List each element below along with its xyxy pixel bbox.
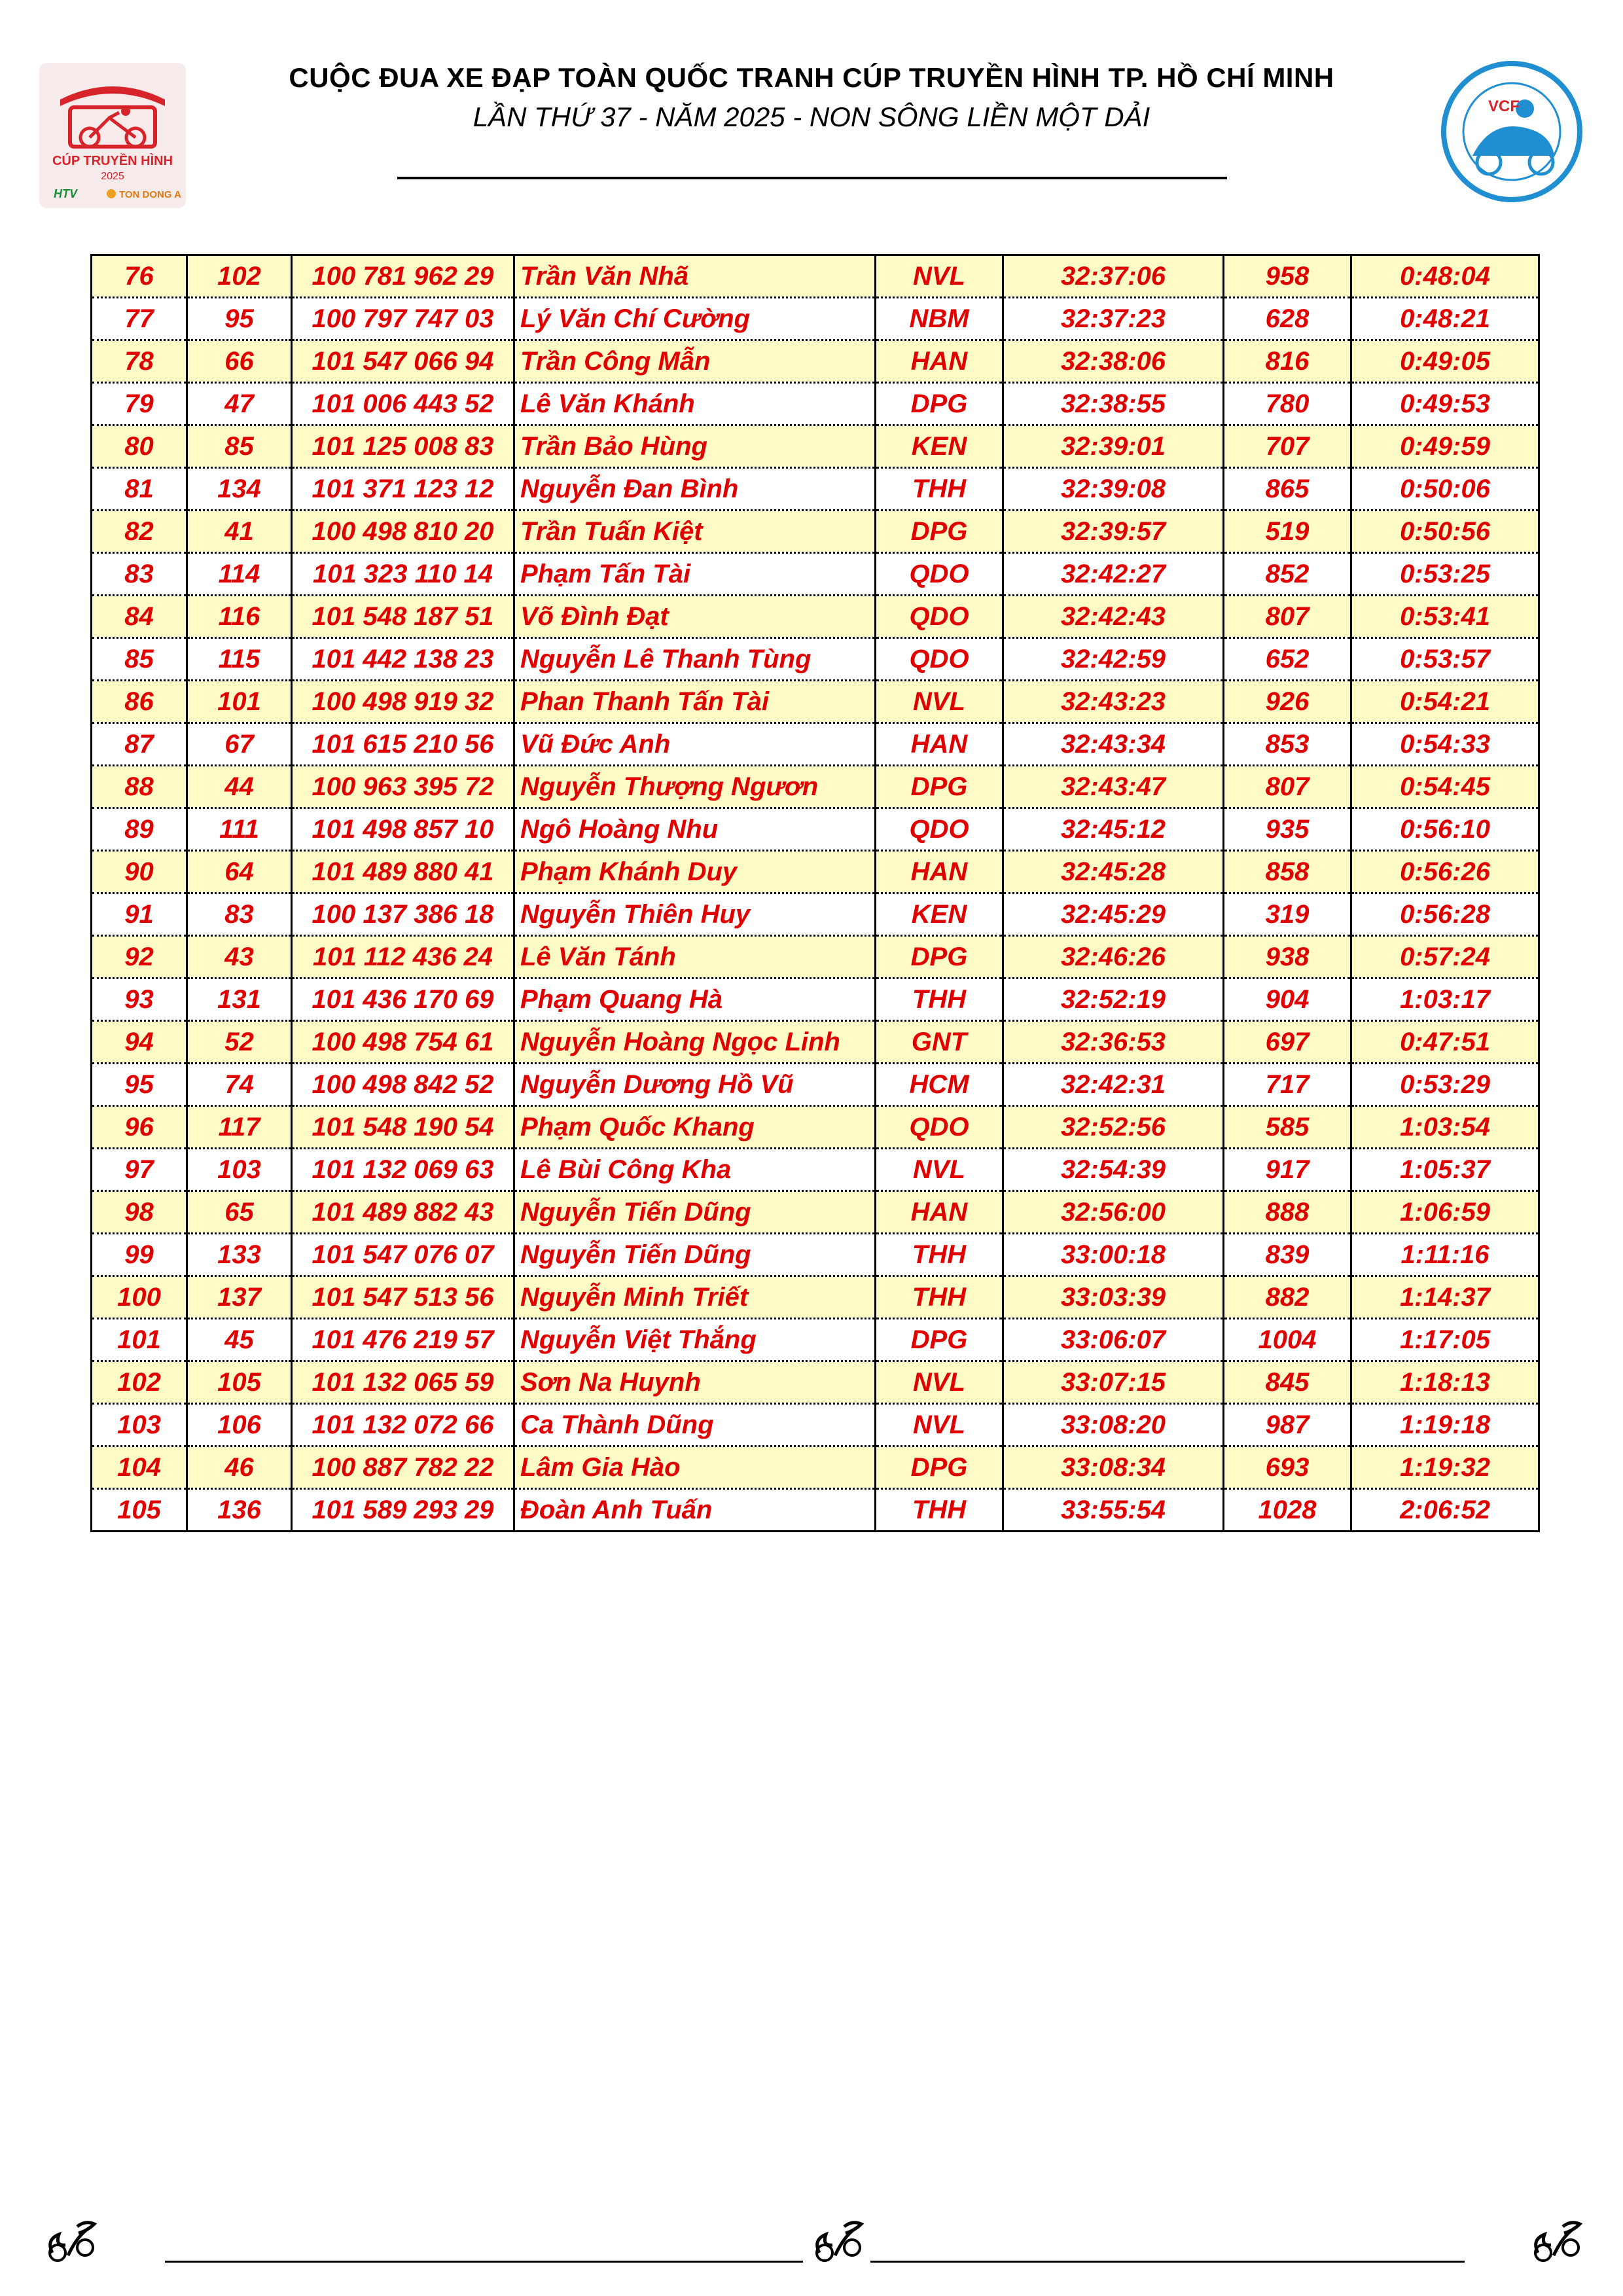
rider-name-cell: Phan Thanh Tấn Tài xyxy=(514,681,876,723)
bib-cell: 102 xyxy=(187,255,292,298)
gap-cell: 0:49:59 xyxy=(1351,425,1539,468)
bib-cell: 115 xyxy=(187,638,292,681)
points-cell: 938 xyxy=(1224,936,1351,978)
points-cell: 904 xyxy=(1224,978,1351,1021)
rank-cell: 93 xyxy=(92,978,187,1021)
rider-name-cell: Sơn Na Huynh xyxy=(514,1361,876,1404)
time-cell: 32:52:56 xyxy=(1003,1106,1224,1149)
team-cell: DPG xyxy=(876,766,1003,808)
table-row xyxy=(92,936,1539,978)
team-cell: HAN xyxy=(876,1191,1003,1234)
points-cell: 958 xyxy=(1224,255,1351,298)
team-cell: QDO xyxy=(876,596,1003,638)
time-cell: 32:42:27 xyxy=(1003,553,1224,596)
points-cell: 693 xyxy=(1224,1446,1351,1489)
table-row xyxy=(92,893,1539,936)
gap-cell: 0:54:45 xyxy=(1351,766,1539,808)
uci-id-cell: 101 547 513 56 xyxy=(292,1276,514,1319)
team-cell: HAN xyxy=(876,340,1003,383)
points-cell: 1004 xyxy=(1224,1319,1351,1361)
team-cell: GNT xyxy=(876,1021,1003,1064)
rank-cell: 103 xyxy=(92,1404,187,1446)
table-row xyxy=(92,511,1539,553)
team-cell: THH xyxy=(876,1276,1003,1319)
team-cell: DPG xyxy=(876,936,1003,978)
uci-id-cell: 101 615 210 56 xyxy=(292,723,514,766)
table-row xyxy=(92,808,1539,851)
rider-name-cell: Đoàn Anh Tuấn xyxy=(514,1489,876,1532)
rank-cell: 84 xyxy=(92,596,187,638)
uci-id-cell: 100 498 810 20 xyxy=(292,511,514,553)
bib-cell: 114 xyxy=(187,553,292,596)
bib-cell: 65 xyxy=(187,1191,292,1234)
rider-name-cell: Lý Văn Chí Cường xyxy=(514,298,876,340)
cyclist-icon xyxy=(1525,2207,1588,2270)
gap-cell: 0:49:05 xyxy=(1351,340,1539,383)
uci-id-cell: 101 323 110 14 xyxy=(292,553,514,596)
points-cell: 780 xyxy=(1224,383,1351,425)
bib-cell: 67 xyxy=(187,723,292,766)
points-cell: 852 xyxy=(1224,553,1351,596)
table-row xyxy=(92,1319,1539,1361)
time-cell: 32:39:08 xyxy=(1003,468,1224,511)
rank-cell: 96 xyxy=(92,1106,187,1149)
rank-cell: 98 xyxy=(92,1191,187,1234)
rider-name-cell: Nguyễn Thượng Ngươn xyxy=(514,766,876,808)
time-cell: 32:56:00 xyxy=(1003,1191,1224,1234)
rank-cell: 79 xyxy=(92,383,187,425)
bib-cell: 101 xyxy=(187,681,292,723)
team-cell: DPG xyxy=(876,1446,1003,1489)
table-row xyxy=(92,1191,1539,1234)
team-cell: NBM xyxy=(876,298,1003,340)
table-row xyxy=(92,1064,1539,1106)
rank-cell: 105 xyxy=(92,1489,187,1532)
team-cell: QDO xyxy=(876,638,1003,681)
gap-cell: 0:56:26 xyxy=(1351,851,1539,893)
points-cell: 853 xyxy=(1224,723,1351,766)
team-cell: THH xyxy=(876,468,1003,511)
gap-cell: 1:03:17 xyxy=(1351,978,1539,1021)
points-cell: 987 xyxy=(1224,1404,1351,1446)
table-row xyxy=(92,425,1539,468)
gap-cell: 0:57:24 xyxy=(1351,936,1539,978)
table-row xyxy=(92,1021,1539,1064)
points-cell: 865 xyxy=(1224,468,1351,511)
points-cell: 697 xyxy=(1224,1021,1351,1064)
rank-cell: 102 xyxy=(92,1361,187,1404)
gap-cell: 1:11:16 xyxy=(1351,1234,1539,1276)
rider-name-cell: Trần Tuấn Kiệt xyxy=(514,511,876,553)
gap-cell: 1:06:59 xyxy=(1351,1191,1539,1234)
time-cell: 32:54:39 xyxy=(1003,1149,1224,1191)
points-cell: 652 xyxy=(1224,638,1351,681)
rider-name-cell: Nguyễn Tiến Dũng xyxy=(514,1234,876,1276)
table-row xyxy=(92,1149,1539,1191)
points-cell: 882 xyxy=(1224,1276,1351,1319)
rider-name-cell: Nguyễn Dương Hồ Vũ xyxy=(514,1064,876,1106)
time-cell: 32:38:06 xyxy=(1003,340,1224,383)
team-cell: QDO xyxy=(876,808,1003,851)
uci-id-cell: 101 489 882 43 xyxy=(292,1191,514,1234)
page-title: CUỘC ĐUA XE ĐẠP TOÀN QUỐC TRANH CÚP TRUYỀN HÌNH TP. HỒ CHÍ MINH xyxy=(289,62,1334,93)
time-cell: 33:55:54 xyxy=(1003,1489,1224,1532)
rider-name-cell: Phạm Quang Hà xyxy=(514,978,876,1021)
uci-id-cell: 100 498 842 52 xyxy=(292,1064,514,1106)
table-row xyxy=(92,681,1539,723)
results-table xyxy=(90,254,1540,1532)
time-cell: 33:07:15 xyxy=(1003,1361,1224,1404)
team-cell: QDO xyxy=(876,553,1003,596)
uci-id-cell: 100 887 782 22 xyxy=(292,1446,514,1489)
time-cell: 32:42:43 xyxy=(1003,596,1224,638)
table-row xyxy=(92,596,1539,638)
points-cell: 807 xyxy=(1224,766,1351,808)
uci-id-cell: 100 781 962 29 xyxy=(292,255,514,298)
table-row xyxy=(92,553,1539,596)
points-cell: 707 xyxy=(1224,425,1351,468)
rank-cell: 77 xyxy=(92,298,187,340)
time-cell: 32:37:23 xyxy=(1003,298,1224,340)
rank-cell: 101 xyxy=(92,1319,187,1361)
team-cell: NVL xyxy=(876,1404,1003,1446)
rider-name-cell: Nguyễn Việt Thắng xyxy=(514,1319,876,1361)
rider-name-cell: Lâm Gia Hào xyxy=(514,1446,876,1489)
rider-name-cell: Lê Văn Tánh xyxy=(514,936,876,978)
gap-cell: 0:54:21 xyxy=(1351,681,1539,723)
uci-id-cell: 101 476 219 57 xyxy=(292,1319,514,1361)
rank-cell: 91 xyxy=(92,893,187,936)
uci-id-cell: 101 442 138 23 xyxy=(292,638,514,681)
rank-cell: 97 xyxy=(92,1149,187,1191)
bib-cell: 116 xyxy=(187,596,292,638)
team-cell: THH xyxy=(876,1234,1003,1276)
bib-cell: 44 xyxy=(187,766,292,808)
time-cell: 32:42:59 xyxy=(1003,638,1224,681)
rank-cell: 80 xyxy=(92,425,187,468)
rider-name-cell: Lê Bùi Công Kha xyxy=(514,1149,876,1191)
gap-cell: 1:18:13 xyxy=(1351,1361,1539,1404)
points-cell: 935 xyxy=(1224,808,1351,851)
bib-cell: 133 xyxy=(187,1234,292,1276)
rank-cell: 87 xyxy=(92,723,187,766)
rank-cell: 94 xyxy=(92,1021,187,1064)
rank-cell: 92 xyxy=(92,936,187,978)
gap-cell: 1:03:54 xyxy=(1351,1106,1539,1149)
gap-cell: 0:49:53 xyxy=(1351,383,1539,425)
team-cell: THH xyxy=(876,1489,1003,1532)
time-cell: 33:06:07 xyxy=(1003,1319,1224,1361)
logo-left-sponsor1: HTV xyxy=(54,187,77,200)
gap-cell: 0:50:06 xyxy=(1351,468,1539,511)
rank-cell: 76 xyxy=(92,255,187,298)
points-cell: 888 xyxy=(1224,1191,1351,1234)
rider-name-cell: Phạm Khánh Duy xyxy=(514,851,876,893)
uci-id-cell: 101 112 436 24 xyxy=(292,936,514,978)
rider-name-cell: Phạm Quốc Khang xyxy=(514,1106,876,1149)
uci-id-cell: 100 963 395 72 xyxy=(292,766,514,808)
table-row xyxy=(92,1404,1539,1446)
bib-cell: 64 xyxy=(187,851,292,893)
uci-id-cell: 100 498 919 32 xyxy=(292,681,514,723)
uci-id-cell: 101 436 170 69 xyxy=(292,978,514,1021)
cyclist-icon xyxy=(39,2207,102,2270)
points-cell: 845 xyxy=(1224,1361,1351,1404)
bib-cell: 136 xyxy=(187,1489,292,1532)
team-cell: DPG xyxy=(876,1319,1003,1361)
team-cell: NVL xyxy=(876,255,1003,298)
rider-name-cell: Vũ Đức Anh xyxy=(514,723,876,766)
team-cell: DPG xyxy=(876,511,1003,553)
table-row xyxy=(92,1106,1539,1149)
rank-cell: 90 xyxy=(92,851,187,893)
gap-cell: 0:47:51 xyxy=(1351,1021,1539,1064)
bib-cell: 106 xyxy=(187,1404,292,1446)
uci-id-cell: 101 125 008 83 xyxy=(292,425,514,468)
bib-cell: 137 xyxy=(187,1276,292,1319)
time-cell: 33:08:34 xyxy=(1003,1446,1224,1489)
table-row xyxy=(92,638,1539,681)
header-rule xyxy=(397,177,1227,179)
time-cell: 33:08:20 xyxy=(1003,1404,1224,1446)
rider-name-cell: Nguyễn Đan Bình xyxy=(514,468,876,511)
points-cell: 807 xyxy=(1224,596,1351,638)
logo-left-line1: CÚP TRUYỀN HÌNH xyxy=(52,154,173,168)
points-cell: 839 xyxy=(1224,1234,1351,1276)
bib-cell: 95 xyxy=(187,298,292,340)
time-cell: 33:00:18 xyxy=(1003,1234,1224,1276)
rank-cell: 82 xyxy=(92,511,187,553)
uci-id-cell: 101 547 066 94 xyxy=(292,340,514,383)
bib-cell: 117 xyxy=(187,1106,292,1149)
team-cell: QDO xyxy=(876,1106,1003,1149)
gap-cell: 1:14:37 xyxy=(1351,1276,1539,1319)
gap-cell: 1:05:37 xyxy=(1351,1149,1539,1191)
gap-cell: 0:54:33 xyxy=(1351,723,1539,766)
points-cell: 585 xyxy=(1224,1106,1351,1149)
uci-id-cell: 101 548 190 54 xyxy=(292,1106,514,1149)
vcf-acronym: VCF xyxy=(1488,98,1520,115)
time-cell: 32:43:23 xyxy=(1003,681,1224,723)
uci-id-cell: 100 797 747 03 xyxy=(292,298,514,340)
uci-id-cell: 101 589 293 29 xyxy=(292,1489,514,1532)
bib-cell: 46 xyxy=(187,1446,292,1489)
table-row xyxy=(92,468,1539,511)
gap-cell: 0:48:04 xyxy=(1351,255,1539,298)
table-row xyxy=(92,766,1539,808)
rider-name-cell: Nguyễn Tiến Dũng xyxy=(514,1191,876,1234)
bib-cell: 41 xyxy=(187,511,292,553)
time-cell: 32:45:12 xyxy=(1003,808,1224,851)
bib-cell: 131 xyxy=(187,978,292,1021)
uci-id-cell: 100 498 754 61 xyxy=(292,1021,514,1064)
table-row xyxy=(92,340,1539,383)
rider-name-cell: Nguyễn Lê Thanh Tùng xyxy=(514,638,876,681)
team-cell: NVL xyxy=(876,681,1003,723)
time-cell: 32:39:01 xyxy=(1003,425,1224,468)
time-cell: 32:52:19 xyxy=(1003,978,1224,1021)
rank-cell: 95 xyxy=(92,1064,187,1106)
table-row xyxy=(92,978,1539,1021)
time-cell: 32:43:34 xyxy=(1003,723,1224,766)
points-cell: 1028 xyxy=(1224,1489,1351,1532)
footer-rule-right xyxy=(870,2261,1465,2263)
gap-cell: 0:56:10 xyxy=(1351,808,1539,851)
team-cell: NVL xyxy=(876,1149,1003,1191)
gap-cell: 0:50:56 xyxy=(1351,511,1539,553)
results-body xyxy=(92,255,1539,1532)
bib-cell: 134 xyxy=(187,468,292,511)
team-cell: NVL xyxy=(876,1361,1003,1404)
rider-name-cell: Ca Thành Dũng xyxy=(514,1404,876,1446)
table-row xyxy=(92,383,1539,425)
gap-cell: 0:53:57 xyxy=(1351,638,1539,681)
bib-cell: 66 xyxy=(187,340,292,383)
bib-cell: 105 xyxy=(187,1361,292,1404)
uci-id-cell: 101 132 069 63 xyxy=(292,1149,514,1191)
uci-id-cell: 101 498 857 10 xyxy=(292,808,514,851)
team-cell: HAN xyxy=(876,851,1003,893)
gap-cell: 0:56:28 xyxy=(1351,893,1539,936)
table-row xyxy=(92,1361,1539,1404)
gap-cell: 1:17:05 xyxy=(1351,1319,1539,1361)
rank-cell: 100 xyxy=(92,1276,187,1319)
time-cell: 32:38:55 xyxy=(1003,383,1224,425)
time-cell: 32:43:47 xyxy=(1003,766,1224,808)
uci-id-cell: 101 371 123 12 xyxy=(292,468,514,511)
rider-name-cell: Ngô Hoàng Nhu xyxy=(514,808,876,851)
rider-name-cell: Trần Văn Nhã xyxy=(514,255,876,298)
rank-cell: 86 xyxy=(92,681,187,723)
bib-cell: 111 xyxy=(187,808,292,851)
points-cell: 926 xyxy=(1224,681,1351,723)
rank-cell: 78 xyxy=(92,340,187,383)
time-cell: 33:03:39 xyxy=(1003,1276,1224,1319)
time-cell: 32:37:06 xyxy=(1003,255,1224,298)
rank-cell: 104 xyxy=(92,1446,187,1489)
rank-cell: 81 xyxy=(92,468,187,511)
uci-id-cell: 101 489 880 41 xyxy=(292,851,514,893)
points-cell: 917 xyxy=(1224,1149,1351,1191)
bib-cell: 43 xyxy=(187,936,292,978)
table-row xyxy=(92,1446,1539,1489)
rank-cell: 99 xyxy=(92,1234,187,1276)
rider-name-cell: Phạm Tấn Tài xyxy=(514,553,876,596)
points-cell: 858 xyxy=(1224,851,1351,893)
points-cell: 628 xyxy=(1224,298,1351,340)
points-cell: 717 xyxy=(1224,1064,1351,1106)
rider-name-cell: Nguyễn Hoàng Ngọc Linh xyxy=(514,1021,876,1064)
points-cell: 816 xyxy=(1224,340,1351,383)
uci-id-cell: 101 132 072 66 xyxy=(292,1404,514,1446)
rank-cell: 88 xyxy=(92,766,187,808)
team-cell: KEN xyxy=(876,425,1003,468)
team-cell: DPG xyxy=(876,383,1003,425)
rider-name-cell: Võ Đình Đạt xyxy=(514,596,876,638)
team-cell: KEN xyxy=(876,893,1003,936)
uci-id-cell: 100 137 386 18 xyxy=(292,893,514,936)
gap-cell: 0:53:29 xyxy=(1351,1064,1539,1106)
team-cell: HAN xyxy=(876,723,1003,766)
rank-cell: 83 xyxy=(92,553,187,596)
bib-cell: 74 xyxy=(187,1064,292,1106)
rider-name-cell: Lê Văn Khánh xyxy=(514,383,876,425)
table-row xyxy=(92,723,1539,766)
table-row xyxy=(92,1276,1539,1319)
rider-name-cell: Nguyễn Thiên Huy xyxy=(514,893,876,936)
logo-left-line2: 2025 xyxy=(101,171,124,182)
logo-left-sponsor2: TON DONG A xyxy=(119,189,182,200)
gap-cell: 1:19:32 xyxy=(1351,1446,1539,1489)
rank-cell: 85 xyxy=(92,638,187,681)
team-cell: HCM xyxy=(876,1064,1003,1106)
rank-cell: 89 xyxy=(92,808,187,851)
points-cell: 519 xyxy=(1224,511,1351,553)
bib-cell: 47 xyxy=(187,383,292,425)
points-cell: 319 xyxy=(1224,893,1351,936)
rider-name-cell: Trần Bảo Hùng xyxy=(514,425,876,468)
page-subtitle: LẦN THỨ 37 - NĂM 2025 - NON SÔNG LIỀN MỘT DẢI xyxy=(473,101,1150,132)
gap-cell: 0:48:21 xyxy=(1351,298,1539,340)
cyclist-icon xyxy=(806,2207,869,2270)
rider-name-cell: Nguyễn Minh Triết xyxy=(514,1276,876,1319)
table-row xyxy=(92,851,1539,893)
table-row xyxy=(92,255,1539,298)
time-cell: 32:36:53 xyxy=(1003,1021,1224,1064)
bib-cell: 83 xyxy=(187,893,292,936)
bib-cell: 103 xyxy=(187,1149,292,1191)
uci-id-cell: 101 548 187 51 xyxy=(292,596,514,638)
time-cell: 32:45:28 xyxy=(1003,851,1224,893)
time-cell: 32:42:31 xyxy=(1003,1064,1224,1106)
table-row xyxy=(92,1489,1539,1532)
rider-name-cell: Trần Công Mẫn xyxy=(514,340,876,383)
gap-cell: 2:06:52 xyxy=(1351,1489,1539,1532)
gap-cell: 0:53:41 xyxy=(1351,596,1539,638)
time-cell: 32:45:29 xyxy=(1003,893,1224,936)
table-row xyxy=(92,1234,1539,1276)
bib-cell: 85 xyxy=(187,425,292,468)
table-row xyxy=(92,298,1539,340)
uci-id-cell: 101 547 076 07 xyxy=(292,1234,514,1276)
uci-id-cell: 101 132 065 59 xyxy=(292,1361,514,1404)
gap-cell: 1:19:18 xyxy=(1351,1404,1539,1446)
uci-id-cell: 101 006 443 52 xyxy=(292,383,514,425)
bib-cell: 52 xyxy=(187,1021,292,1064)
time-cell: 32:39:57 xyxy=(1003,511,1224,553)
footer-rule-left xyxy=(165,2261,803,2263)
time-cell: 32:46:26 xyxy=(1003,936,1224,978)
bib-cell: 45 xyxy=(187,1319,292,1361)
team-cell: THH xyxy=(876,978,1003,1021)
gap-cell: 0:53:25 xyxy=(1351,553,1539,596)
